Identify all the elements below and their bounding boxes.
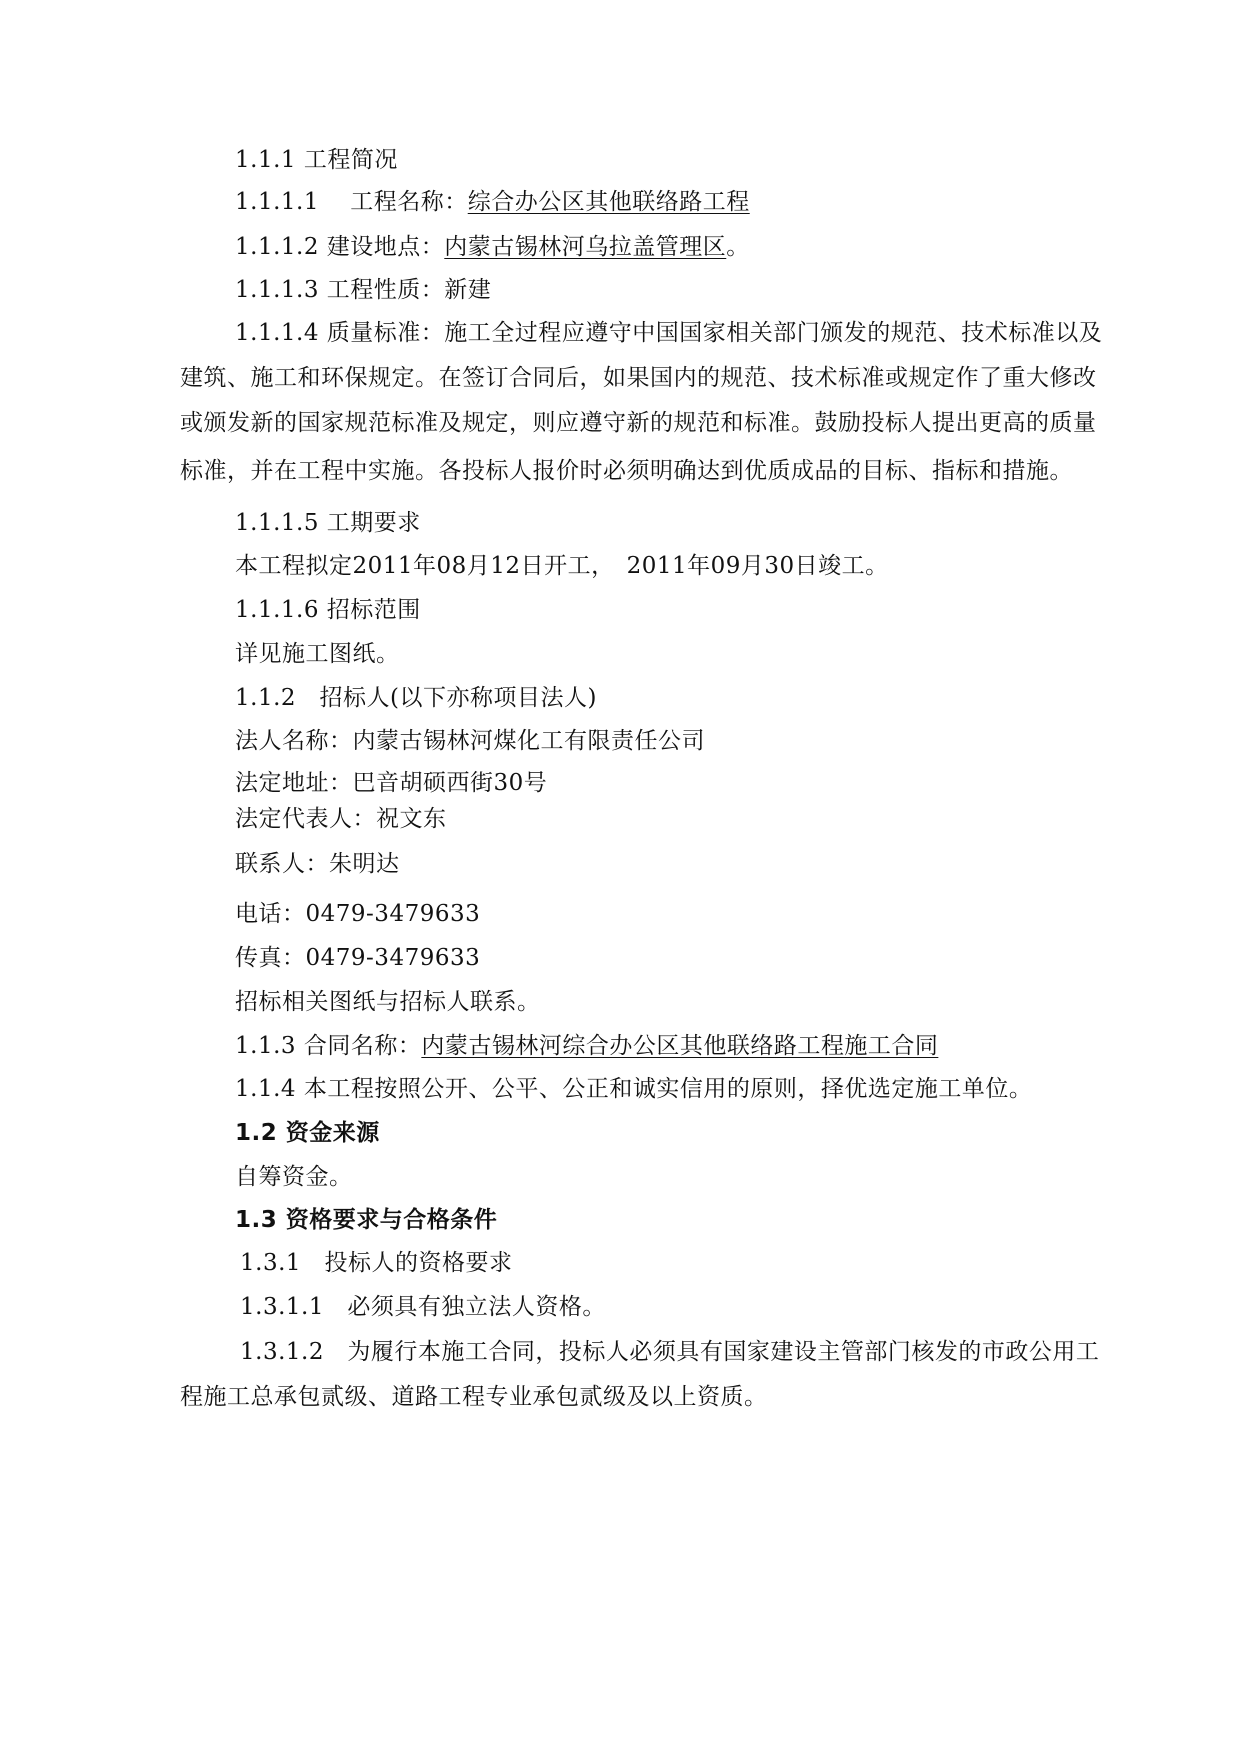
project-name-line — [235, 188, 750, 216]
qualification-heading: 1.3 资格要求与合格条件 — [235, 1207, 498, 1233]
tenderer-heading — [235, 684, 597, 712]
requirement-1 — [240, 1293, 606, 1321]
field-label: 工程名称： — [350, 189, 468, 215]
quality-standard-line-3: 或颁发新的国家规范标准及规定，则应遵守新的规范和标准。鼓励投标人提出更高的质量 — [180, 410, 1097, 436]
punctuation: 。 — [726, 234, 750, 260]
section-number: 1.1.3 — [235, 1033, 297, 1059]
contract-name-line — [235, 1032, 938, 1060]
selection-principle: 1.1.4 本工程按照公开、公平、公正和诚实信用的原则，择优选定施工单位。 — [235, 1076, 1033, 1102]
project-location-line — [235, 233, 750, 261]
field-label: 合同名称： — [303, 1033, 422, 1059]
scope-heading — [235, 596, 421, 624]
requirement-2-line-1 — [240, 1338, 1099, 1366]
legal-representative: 法定代表人：祝文东 — [235, 806, 447, 832]
contract-name-value: 内蒙古锡林河综合办公区其他联络路工程施工合同 — [421, 1033, 939, 1059]
project-nature-line — [235, 276, 491, 304]
drawings-note: 招标相关图纸与招标人联系。 — [235, 989, 541, 1015]
section-number: 1.1.1 — [235, 147, 297, 173]
section-title: 招标范围 — [326, 597, 421, 623]
field-label: 建设地点： — [326, 234, 445, 260]
section-number: 1.3.1.1 — [240, 1294, 324, 1320]
legal-name: 法人名称：内蒙古锡林河煤化工有限责任公司 — [235, 728, 705, 754]
section-number: 1.1.1.2 — [235, 234, 319, 260]
section-title: 招标人(以下亦称项目法人) — [319, 685, 597, 711]
phone: 电话：0479-3479633 — [235, 901, 481, 927]
section-number: 1.3.1.2 — [240, 1339, 324, 1365]
project-name-value: 综合办公区其他联络路工程 — [467, 189, 750, 215]
section-number: 1.1.2 — [235, 685, 297, 711]
legal-address: 法定地址：巴音胡硕西街30号 — [235, 770, 548, 796]
requirement-text: 为履行本施工合同，投标人必须具有国家建设主管部门核发的市政公用工 — [347, 1339, 1100, 1365]
section-title: 工程简况 — [303, 147, 398, 173]
scope-text: 详见施工图纸。 — [235, 641, 400, 667]
section-title: 投标人的资格要求 — [324, 1250, 513, 1276]
contact-person: 联系人：朱明达 — [235, 851, 400, 877]
section-1-1-1 — [235, 146, 398, 174]
project-nature-value: 新建 — [444, 277, 492, 303]
section-number: 1.1.1.6 — [235, 597, 319, 623]
section-title: 工期要求 — [326, 510, 421, 536]
fax: 传真：0479-3479633 — [235, 945, 481, 971]
bidder-requirements-heading — [240, 1249, 512, 1277]
funding-text: 自筹资金。 — [235, 1164, 353, 1190]
quality-standard-line-2: 建筑、施工和环保规定。在签订合同后，如果国内的规范、技术标准或规定作了重大修改 — [180, 365, 1097, 391]
section-number: 1.1.1.5 — [235, 510, 319, 536]
requirement-text: 必须具有独立法人资格。 — [347, 1294, 606, 1320]
section-number: 1.3.1 — [240, 1250, 302, 1276]
project-location-value: 内蒙古锡林河乌拉盖管理区 — [444, 234, 727, 260]
requirement-2-line-2: 程施工总承包贰级、道路工程专业承包贰级及以上资质。 — [180, 1384, 768, 1410]
field-label: 工程性质： — [326, 277, 445, 303]
funding-heading: 1.2 资金来源 — [235, 1120, 380, 1146]
schedule-text: 本工程拟定2011年08月12日开工， 2011年09月30日竣工。 — [235, 553, 889, 579]
quality-standard-line-4: 标准，并在工程中实施。各投标人报价时必须明确达到优质成品的目标、指标和措施。 — [180, 458, 1073, 484]
section-number: 1.1.1.3 — [235, 277, 319, 303]
quality-standard-line-1: 1.1.1.4 质量标准：施工全过程应遵守中国国家相关部门颁发的规范、技术标准以及 — [235, 320, 1103, 346]
section-number: 1.1.1.1 — [235, 189, 319, 215]
schedule-heading — [235, 509, 421, 537]
